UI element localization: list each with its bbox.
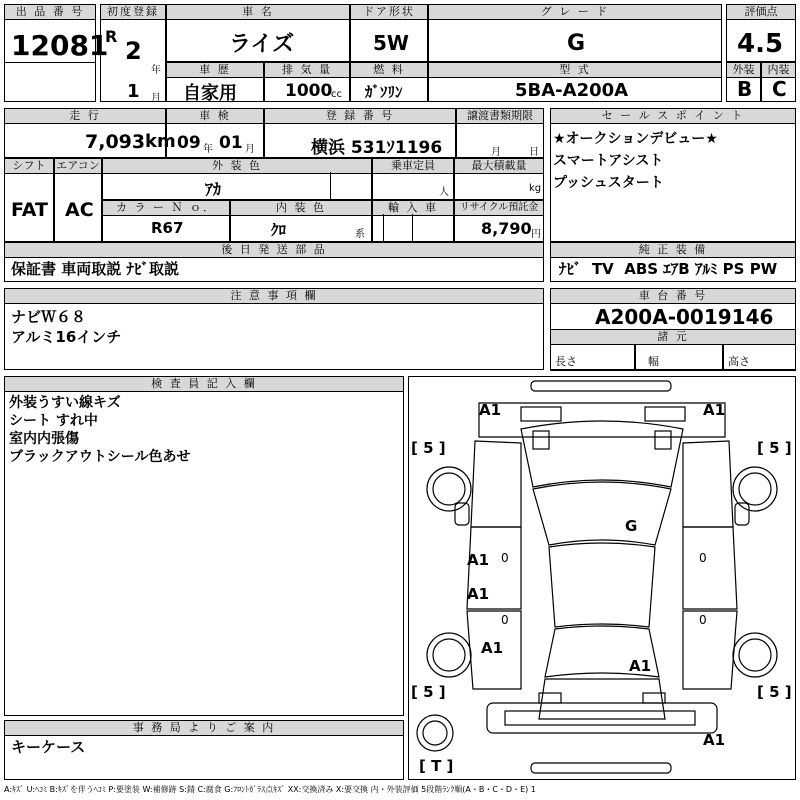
- reg-cell: [264, 108, 456, 158]
- mark-left-rear-door: A1: [467, 585, 490, 603]
- month-unit: 月: [151, 93, 161, 104]
- notes-line-1: ナビＷ６８: [11, 308, 87, 326]
- insp-month-unit: 月: [245, 144, 255, 155]
- first-reg-label: 初度登録: [100, 4, 166, 20]
- mark-tire-rr: [ 5 ]: [757, 683, 792, 701]
- recycle-cell: [454, 200, 544, 242]
- mark-tire-fl: [ 5 ]: [411, 439, 446, 457]
- model-label: 型 式: [428, 62, 722, 78]
- height-label: 高さ: [728, 355, 750, 368]
- office-value: キーケース: [11, 738, 86, 756]
- recycle-unit: 円: [531, 229, 541, 240]
- mark-roof: G: [625, 517, 638, 535]
- mark-left-rear-quarter: A1: [481, 639, 504, 657]
- mark-zero-3: 0: [501, 613, 509, 627]
- score-cell: [726, 4, 796, 62]
- int-grade-cell: [761, 62, 796, 102]
- car-outline: [409, 377, 795, 779]
- recycle-label: リサイクル預託金: [454, 200, 544, 216]
- grade: G: [567, 31, 586, 56]
- chassis-label: 車 台 番 号: [550, 288, 796, 304]
- capacity-cell: [372, 158, 454, 200]
- grade-label: グ レ ー ド: [428, 4, 722, 20]
- equipment-label: 純 正 装 備: [550, 242, 796, 258]
- int-color-cell: [230, 200, 372, 242]
- color-no-label: カ ラ ー Ｎ ｏ．: [102, 200, 230, 216]
- import-cell: [372, 200, 454, 242]
- equipment-cell: [550, 242, 796, 282]
- spec-label: 諸 元: [550, 329, 796, 345]
- fuel-label: 燃 料: [350, 62, 428, 78]
- insp-year: 09: [177, 133, 201, 153]
- year-unit: 年: [151, 65, 161, 76]
- doors-cell: [350, 4, 428, 62]
- later-parts-cell: [4, 242, 544, 282]
- mileage: 7,093: [85, 131, 146, 153]
- insp-month: 01: [219, 133, 243, 153]
- mark-spare: [ T ]: [419, 757, 454, 775]
- load-label: 最大積載量: [454, 158, 544, 174]
- office-cell: [4, 720, 404, 780]
- legend: A:ｷｽﾞ U:ﾍｺﾐ B:ｷｽﾞを伴うﾍｺﾐ P:要塗装 W:補修跡 S:錆 C:腐食 G:ﾌﾛﾝﾄｶﾞﾗｽ点ｷｽﾞ XX:交換済み X:要交換 内・外装評価 5段階ﾗﾝｸ順(A・B・C・D・E) 1: [4, 785, 536, 794]
- lot-label: 出 品 番 号: [4, 4, 96, 20]
- transfer-cell: [456, 108, 544, 158]
- capacity-unit: 人: [439, 187, 449, 198]
- mark-zero-2: 0: [699, 551, 707, 565]
- inspector-label: 検 査 員 記 入 欄: [4, 376, 404, 392]
- sales-line-3: プッシュスタート: [553, 175, 664, 191]
- ext-grade: B: [737, 77, 753, 101]
- import-label: 輸 入 車: [372, 200, 454, 216]
- shift-label: シフト: [4, 158, 54, 174]
- usage-cell: [166, 62, 264, 102]
- mark-front-right-corner: A1: [703, 401, 726, 419]
- width-label: 幅: [648, 355, 659, 368]
- inspection-label: 車 検: [166, 108, 264, 124]
- ext-color: ｱｶ: [205, 180, 222, 199]
- mark-tire-rl: [ 5 ]: [411, 683, 446, 701]
- transfer-month-unit: 月: [491, 147, 501, 158]
- month-value: 1: [127, 81, 140, 102]
- notes-cell: [4, 288, 544, 370]
- doors-label: ドア形状: [350, 4, 428, 20]
- transfer-label: 譲渡書類期限: [456, 108, 544, 124]
- height-cell: [723, 344, 796, 371]
- doors: 5W: [373, 31, 409, 55]
- sales-line-2: スマートアシスト: [553, 153, 664, 169]
- lot-value: 12081: [11, 29, 109, 62]
- displacement-label: 排 気 量: [264, 62, 350, 78]
- ext-color-label: 外 装 色: [102, 158, 372, 174]
- inspector-line-4: ブラックアウトシール色あせ: [9, 449, 191, 465]
- car-name-label: 車 名: [166, 4, 350, 20]
- mark-zero-1: 0: [501, 551, 509, 565]
- score: 4.5: [737, 29, 784, 59]
- ac-label: エアコン: [54, 158, 102, 174]
- chassis-value: A200A-0019146: [595, 305, 774, 329]
- later-parts-label: 後 日 発 送 部 品: [4, 242, 544, 258]
- insp-year-unit: 年: [203, 144, 213, 155]
- shift: FAT: [11, 199, 48, 221]
- reg-label: 登 録 番 号: [264, 108, 456, 124]
- int-color-label: 内 装 色: [230, 200, 372, 216]
- first-reg-cell: [100, 4, 166, 102]
- mark-rear-roof: A1: [629, 657, 652, 675]
- car-diagram: [408, 376, 796, 780]
- length-label: 長さ: [555, 355, 577, 368]
- capacity-label: 乗車定員: [372, 158, 454, 174]
- import-split: [383, 214, 413, 242]
- ext-label: 外装: [726, 62, 761, 78]
- year-value: 2: [125, 37, 142, 65]
- displacement: 1000: [285, 81, 333, 101]
- sales-cell: [550, 108, 796, 242]
- lot-lower: [4, 62, 96, 102]
- notes-label: 注 意 事 項 欄: [4, 288, 544, 304]
- inspector-line-1: 外装うすい線キズ: [9, 395, 121, 411]
- car-name-cell: [166, 4, 350, 62]
- ac: AC: [65, 199, 94, 221]
- recycle: 8,790: [481, 219, 532, 238]
- mileage-label: 走 行: [4, 108, 166, 124]
- model: 5BA-A200A: [515, 80, 629, 101]
- displacement-cell: [264, 62, 350, 102]
- mark-zero-4: 0: [699, 613, 707, 627]
- score-label: 評価点: [726, 4, 796, 20]
- mark-front-left-corner: A1: [479, 401, 502, 419]
- ext-grade-cell: [726, 62, 761, 102]
- fuel: ｶﾞｿﾘﾝ: [365, 83, 403, 101]
- inspector-line-3: 室内内張傷: [9, 431, 79, 447]
- color-no: R67: [151, 219, 184, 237]
- inspector-line-2: シート すれ中: [9, 413, 98, 429]
- inspector-cell: [4, 376, 404, 716]
- later-parts-value: 保証書 車両取説 ﾅﾋﾞ取説: [11, 260, 179, 278]
- ext-color-split: [330, 172, 372, 200]
- ac-cell: [54, 158, 102, 242]
- load-unit: kg: [529, 183, 542, 194]
- grade-cell: [428, 4, 722, 62]
- sales-line-1: ★オークションデビュー★: [553, 131, 718, 147]
- int-color: ｸﾛ: [271, 221, 287, 239]
- office-label: 事 務 局 よ り ご 案 内: [4, 720, 404, 736]
- width-cell: [635, 344, 723, 371]
- model-cell: [428, 62, 722, 102]
- sales-label: セ ー ル ス ポ イ ン ト: [550, 108, 796, 124]
- mileage-unit: km: [145, 131, 176, 152]
- equipment-value: ﾅﾋﾞ TV ABS ｴｱB ｱﾙﾐ PS PW: [559, 260, 778, 278]
- int-color-unit: 系: [355, 229, 365, 240]
- mark-left-front-door: A1: [467, 551, 490, 569]
- shift-cell: [4, 158, 54, 242]
- displacement-unit: cc: [331, 89, 342, 100]
- int-grade: C: [772, 77, 787, 101]
- fuel-cell: [350, 62, 428, 102]
- color-no-cell: [102, 200, 230, 242]
- mark-tire-fr: [ 5 ]: [757, 439, 792, 457]
- load-cell: [454, 158, 544, 200]
- notes-line-2: アルミ16インチ: [11, 328, 122, 346]
- int-label: 内装: [761, 62, 796, 78]
- mark-rear-bumper: A1: [703, 731, 726, 749]
- usage-label: 車 歴: [166, 62, 264, 78]
- chassis-cell: [550, 288, 796, 370]
- inspection-cell: [166, 108, 264, 158]
- transfer-day-unit: 日: [529, 147, 539, 158]
- era: R: [105, 27, 118, 46]
- mileage-cell: [4, 108, 176, 158]
- reg-value: 横浜 531ｿ1196: [311, 138, 443, 158]
- car-name: ライズ: [229, 32, 295, 57]
- length-cell: [550, 344, 635, 371]
- usage: 自家用: [183, 83, 237, 104]
